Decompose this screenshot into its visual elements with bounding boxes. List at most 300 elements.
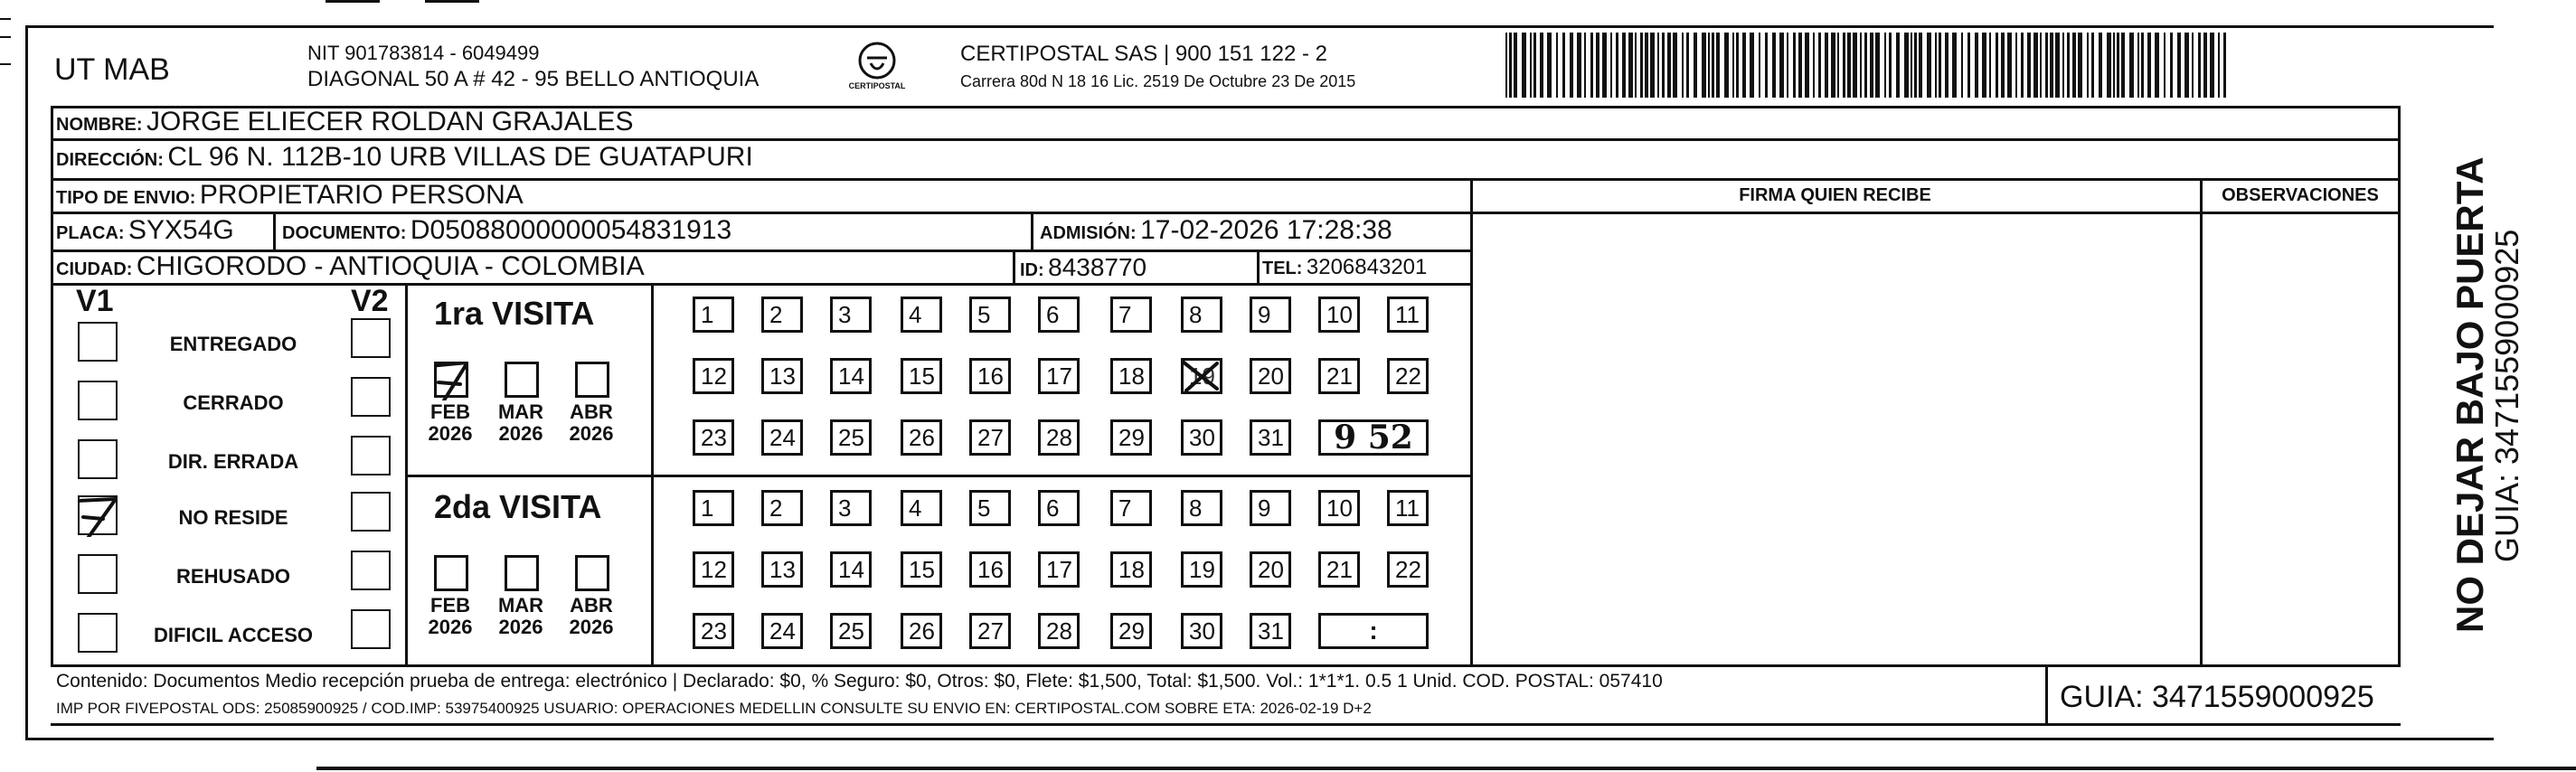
- barcode-bar: [2164, 33, 2166, 98]
- admision-field: [1040, 215, 1392, 246]
- side-notice: NO DEJAR BAJO PUERTA: [2449, 156, 2491, 633]
- bottom-border: [25, 738, 2494, 740]
- day-number: 6: [1046, 494, 1060, 522]
- placa-field: [56, 215, 234, 246]
- day-box[interactable]: [969, 551, 1011, 588]
- barcode-bar: [1818, 33, 1821, 98]
- barcode-bar: [1514, 33, 1517, 98]
- barcode-bar: [2141, 33, 2144, 98]
- day-number: 28: [1046, 424, 1072, 451]
- day-number: 11: [1395, 301, 1420, 328]
- guia-box-divider: [2045, 664, 2048, 726]
- day-number: 31: [1258, 424, 1284, 451]
- placa-value: SYX54G: [128, 215, 234, 245]
- day-number: 16: [977, 556, 1004, 583]
- certipostal-logo-icon: [856, 40, 898, 81]
- barcode-bar: [1686, 33, 1689, 98]
- day-box[interactable]: [1387, 297, 1429, 333]
- day-number: 1: [701, 301, 714, 328]
- barcode-bar: [2007, 33, 2012, 98]
- barcode-bar: [2040, 33, 2042, 98]
- barcode-bar: [1919, 33, 1922, 98]
- barcode-bar: [2087, 33, 2089, 98]
- barcode-bar: [1952, 33, 1957, 98]
- day-box[interactable]: [1250, 297, 1291, 333]
- tel-divider: [1257, 251, 1260, 285]
- barcode-bar: [2170, 33, 2173, 98]
- barcode-bar: [2184, 33, 2189, 98]
- barcode-bar: [1967, 33, 1970, 98]
- check-mark-icon: [437, 364, 471, 400]
- check-mark-icon: [80, 497, 119, 537]
- day-number: 6: [1046, 301, 1060, 328]
- day-number: 24: [769, 424, 796, 451]
- barcode-bar: [1556, 33, 1558, 98]
- visit-time-field[interactable]: 9 52: [1318, 419, 1429, 456]
- barcode-bar: [1798, 33, 1802, 98]
- month-label: MAR: [497, 400, 544, 423]
- day-box[interactable]: [830, 551, 872, 588]
- day-box[interactable]: [1110, 297, 1152, 333]
- status-option-label: DIFICIL ACCESO: [153, 624, 313, 646]
- barcode-bar: [1927, 33, 1931, 98]
- day-box[interactable]: [1110, 490, 1152, 526]
- barcode-bar: [1616, 33, 1618, 98]
- barcode-bar: [1805, 33, 1809, 98]
- obs-col-line: [2200, 178, 2203, 665]
- nombre-row: [56, 107, 633, 137]
- day-box[interactable]: [761, 419, 803, 456]
- direccion-value: CL 96 N. 112B-10 URB VILLAS DE GUATAPURI: [167, 142, 753, 172]
- day-box[interactable]: [1181, 490, 1222, 526]
- day-number: 13: [769, 362, 796, 390]
- day-number: 9: [1258, 301, 1271, 328]
- barcode-bar: [1657, 33, 1659, 98]
- edge-mark-2: [0, 36, 11, 38]
- day-box[interactable]: [1110, 419, 1152, 456]
- left-col-line: [51, 106, 53, 665]
- v2-checkbox[interactable]: [351, 492, 391, 532]
- barcode-bar: [1708, 33, 1710, 98]
- right-col-line: [2398, 106, 2401, 665]
- v2-checkbox[interactable]: [351, 609, 391, 649]
- day-box[interactable]: [1318, 358, 1360, 394]
- year-label: 2026: [498, 616, 543, 638]
- day-box[interactable]: [693, 551, 734, 588]
- barcode-bar: [2218, 33, 2220, 98]
- day-number: 12: [701, 362, 727, 390]
- day-number: 21: [1326, 362, 1353, 390]
- barcode-bar: [1939, 33, 1941, 98]
- barcode-bar: [2033, 33, 2038, 98]
- day-number: 27: [977, 424, 1004, 451]
- barcode-bar: [1622, 33, 1626, 98]
- barcode-bar: [2067, 33, 2070, 98]
- day-number: 8: [1189, 494, 1203, 522]
- barcode-bar: [1650, 33, 1655, 98]
- year-label: 2026: [569, 616, 614, 638]
- day-box[interactable]: [830, 297, 872, 333]
- tipo-value: PROPIETARIO PERSONA: [199, 180, 524, 210]
- day-box[interactable]: [1181, 551, 1222, 588]
- nombre-value: JORGE ELIECER ROLDAN GRAJALES: [146, 107, 634, 137]
- id-label: ID:: [1020, 260, 1044, 280]
- barcode-bar: [1875, 33, 1880, 98]
- day-box[interactable]: [1318, 490, 1360, 526]
- barcode-bar: [1682, 33, 1684, 98]
- month-checkbox[interactable]: [575, 555, 609, 591]
- barcode-bar: [1712, 33, 1714, 98]
- day-box[interactable]: [1387, 490, 1429, 526]
- day-box[interactable]: [1387, 358, 1429, 394]
- day-box[interactable]: [693, 297, 734, 333]
- barcode-bar: [1590, 33, 1593, 98]
- day-number: 14: [838, 556, 864, 583]
- day-number: 20: [1258, 362, 1284, 390]
- barcode: [1505, 33, 2229, 98]
- day-box[interactable]: [1110, 358, 1152, 394]
- ciudad-label: CIUDAD:: [56, 259, 133, 279]
- day-box[interactable]: [1038, 297, 1080, 333]
- admision-divider: [1031, 213, 1033, 251]
- month-checkbox[interactable]: [505, 362, 539, 398]
- certipostal-logo: [845, 40, 909, 103]
- barcode-bar: [1570, 33, 1573, 98]
- status-option-label: CERRADO: [183, 391, 284, 414]
- barcode-bar: [1584, 33, 1586, 98]
- month-checkbox[interactable]: [434, 555, 468, 591]
- barcode-bar: [1702, 33, 1706, 98]
- day-number: 8: [1189, 301, 1203, 328]
- day-box[interactable]: [1181, 297, 1222, 333]
- v2-checkbox[interactable]: [351, 436, 391, 475]
- barcode-bar: [1750, 33, 1754, 98]
- barcode-bar: [1884, 33, 1886, 98]
- barcode-bar: [2050, 33, 2053, 98]
- sender-address: DIAGONAL 50 A # 42 - 95 BELLO ANTIOQUIA: [307, 67, 760, 91]
- barcode-bar: [1509, 33, 1512, 98]
- month-checkbox[interactable]: [434, 362, 468, 398]
- day-box[interactable]: [761, 551, 803, 588]
- row-line-4: [51, 212, 2398, 214]
- day-box[interactable]: [693, 490, 734, 526]
- admision-label: ADMISIÓN:: [1040, 223, 1137, 243]
- day-number: 30: [1189, 617, 1215, 645]
- barcode-bar: [2072, 33, 2076, 98]
- firma-col-line: [1470, 178, 1473, 665]
- year-label: 2026: [498, 422, 543, 445]
- barcode-bar: [2078, 33, 2082, 98]
- barcode-bar: [1825, 33, 1828, 98]
- day-number: 19: [1189, 362, 1215, 390]
- day-number: 28: [1046, 617, 1072, 645]
- month-checkbox[interactable]: [575, 362, 609, 398]
- barcode-bar: [2021, 33, 2024, 98]
- day-number: 5: [977, 301, 991, 328]
- side-guia: GUIA: 3471559000925: [2488, 229, 2525, 562]
- id-field: [1020, 253, 1146, 282]
- month-label: ABR: [570, 594, 613, 617]
- month-checkbox[interactable]: [505, 555, 539, 591]
- day-box[interactable]: [969, 419, 1011, 456]
- day-number: 10: [1326, 301, 1353, 328]
- day-number: 23: [701, 617, 727, 645]
- day-box[interactable]: [761, 613, 803, 649]
- barcode-bar: [1914, 33, 1917, 98]
- day-box[interactable]: [901, 551, 942, 588]
- barcode-bar: [1996, 33, 1998, 98]
- day-box[interactable]: [1038, 613, 1080, 649]
- day-box[interactable]: [830, 358, 872, 394]
- day-box[interactable]: [1181, 358, 1222, 394]
- day-number: 15: [909, 362, 935, 390]
- v1-checkbox[interactable]: [78, 381, 118, 420]
- month-label: FEB: [430, 594, 470, 617]
- barcode-bar: [1732, 33, 1734, 98]
- barcode-bar: [1667, 33, 1671, 98]
- day-box[interactable]: [901, 358, 942, 394]
- barcode-bar: [2091, 33, 2094, 98]
- barcode-bar: [1945, 33, 1949, 98]
- barcode-bar: [2107, 33, 2111, 98]
- barcode-bar: [1896, 33, 1900, 98]
- barcode-bar: [1602, 33, 1607, 98]
- v2-checkbox[interactable]: [351, 318, 391, 358]
- barcode-bar: [2027, 33, 2031, 98]
- barcode-bar: [1853, 33, 1857, 98]
- barcode-bar: [1837, 33, 1839, 98]
- barcode-bar: [1864, 33, 1867, 98]
- barcode-bar: [1547, 33, 1552, 98]
- day-box[interactable]: [969, 613, 1011, 649]
- barcode-bar: [2155, 33, 2159, 98]
- day-box[interactable]: [969, 297, 1011, 333]
- day-box[interactable]: [1250, 551, 1291, 588]
- day-box[interactable]: [1318, 551, 1360, 588]
- day-box[interactable]: [830, 613, 872, 649]
- day-box[interactable]: [1250, 490, 1291, 526]
- day-number: 26: [909, 424, 935, 451]
- documento-value: D05088000000054831913: [410, 215, 732, 245]
- barcode-bar: [1635, 33, 1637, 98]
- footer-guia: GUIA: 3471559000925: [2060, 680, 2374, 714]
- edge-mark-1: [0, 18, 11, 20]
- month-label: ABR: [570, 400, 613, 423]
- year-label: 2026: [428, 422, 473, 445]
- barcode-bar: [1843, 33, 1845, 98]
- barcode-bar: [2113, 33, 2115, 98]
- barcode-bar: [1522, 33, 1526, 98]
- day-number: 21: [1326, 556, 1353, 583]
- barcode-bar: [1911, 33, 1912, 98]
- barcode-bar: [1787, 33, 1788, 98]
- barcode-bar: [1736, 33, 1739, 98]
- day-number: 2: [769, 494, 783, 522]
- footer-imp: IMP POR FIVEPOSTAL ODS: 25085900925 / COD.IMP: 53975400925 USUARIO: OPERACIONES MEDELLIN CONSULTE SU ENVIO EN: CERTIPOSTAL.COM SOBRE ETA: 2026-02-19 D+2: [56, 700, 1372, 717]
- day-box[interactable]: [969, 358, 1011, 394]
- year-label: 2026: [569, 422, 614, 445]
- barcode-bar: [2062, 33, 2064, 98]
- day-box[interactable]: [761, 297, 803, 333]
- barcode-bar: [1530, 33, 1532, 98]
- day-box[interactable]: [761, 358, 803, 394]
- month-label: MAR: [497, 594, 544, 617]
- barcode-bar: [1813, 33, 1815, 98]
- barcode-bar: [1645, 33, 1648, 98]
- barcode-bar: [2045, 33, 2048, 98]
- ciudad-field: [56, 251, 645, 282]
- day-number: 22: [1395, 362, 1421, 390]
- footer-top-line: [51, 664, 2401, 667]
- sender-name: UT MAB: [54, 52, 170, 87]
- day-number: 27: [977, 617, 1004, 645]
- v1-checkbox[interactable]: [78, 495, 118, 535]
- barcode-bar: [2001, 33, 2005, 98]
- day-number: 5: [977, 494, 991, 522]
- v2-checkbox[interactable]: [351, 551, 391, 590]
- day-box[interactable]: [901, 490, 942, 526]
- day-box[interactable]: [1038, 551, 1080, 588]
- barcode-bar: [2015, 33, 2017, 98]
- barcode-bar: [2198, 33, 2201, 98]
- id-value: 8438770: [1048, 253, 1147, 281]
- day-box[interactable]: [901, 297, 942, 333]
- v1-checkbox[interactable]: [78, 439, 118, 479]
- day-box[interactable]: [1387, 551, 1429, 588]
- day-mark-icon: [1181, 358, 1222, 394]
- barcode-bar: [2121, 33, 2125, 98]
- barcode-bar: [1596, 33, 1599, 98]
- tel-field: [1262, 255, 1427, 280]
- visit-split-line: [405, 475, 1470, 477]
- day-number: 9: [1258, 494, 1271, 522]
- status-option-label: DIR. ERRADA: [167, 450, 299, 473]
- day-box[interactable]: [761, 490, 803, 526]
- day-number: 26: [909, 617, 935, 645]
- day-box[interactable]: [693, 419, 734, 456]
- v1-checkbox[interactable]: [78, 322, 118, 362]
- sender-nit: NIT 901783814 - 6049499: [307, 42, 540, 64]
- barcode-bar: [2192, 33, 2194, 98]
- day-box[interactable]: [1250, 613, 1291, 649]
- day-number: 12: [701, 556, 727, 583]
- barcode-bar: [1889, 33, 1892, 98]
- day-number: 29: [1118, 617, 1145, 645]
- v2-label: V2: [351, 284, 389, 318]
- day-box[interactable]: [693, 358, 734, 394]
- v1-checkbox[interactable]: [78, 613, 118, 653]
- day-box[interactable]: [830, 490, 872, 526]
- year-label: 2026: [428, 616, 473, 638]
- barcode-bar: [1673, 33, 1677, 98]
- barcode-bar: [1628, 33, 1633, 98]
- page-bottom-rule: [316, 767, 2576, 770]
- day-box[interactable]: [1110, 551, 1152, 588]
- barcode-bar: [1860, 33, 1862, 98]
- day-box[interactable]: [1038, 419, 1080, 456]
- day-number: 17: [1046, 556, 1072, 583]
- day-number: 22: [1395, 556, 1421, 583]
- tipo-row: [56, 180, 524, 211]
- top-dash-2: [425, 0, 479, 3]
- documento-label: DOCUMENTO:: [282, 223, 407, 243]
- tipo-label: TIPO DE ENVIO:: [56, 188, 196, 208]
- direccion-row: [56, 142, 753, 173]
- day-number: 24: [769, 617, 796, 645]
- day-box[interactable]: [1038, 490, 1080, 526]
- day-number: 14: [838, 362, 864, 390]
- day-number: 4: [909, 494, 922, 522]
- day-number: 7: [1118, 301, 1132, 328]
- day-box[interactable]: [1110, 613, 1152, 649]
- id-divider: [1013, 251, 1015, 285]
- company-address: Carrera 80d N 18 16 Lic. 2519 De Octubre 23 De 2015: [960, 72, 1356, 90]
- day-box[interactable]: [1181, 419, 1222, 456]
- barcode-bar: [1640, 33, 1643, 98]
- day-number: 15: [909, 556, 935, 583]
- tel-label: TEL:: [1262, 259, 1303, 278]
- barcode-bar: [1765, 33, 1768, 98]
- day-box[interactable]: [1318, 297, 1360, 333]
- day-number: 16: [977, 362, 1004, 390]
- day-box[interactable]: [1038, 358, 1080, 394]
- tel-value: 3206843201: [1306, 255, 1428, 279]
- barcode-bar: [1716, 33, 1720, 98]
- barcode-bar: [2129, 33, 2134, 98]
- logo-text: CERTIPOSTAL: [848, 81, 906, 90]
- day-box[interactable]: [693, 613, 734, 649]
- barcode-bar: [2210, 33, 2214, 98]
- day-box[interactable]: [1250, 358, 1291, 394]
- barcode-bar: [2177, 33, 2181, 98]
- visit-title: 1ra VISITA: [434, 295, 595, 332]
- day-box[interactable]: [1250, 419, 1291, 456]
- day-box[interactable]: [969, 490, 1011, 526]
- visit-title: 2da VISITA: [434, 488, 602, 525]
- barcode-bar: [1610, 33, 1612, 98]
- day-number: 30: [1189, 424, 1215, 451]
- v2-checkbox[interactable]: [351, 377, 391, 417]
- day-number: 17: [1046, 362, 1072, 390]
- barcode-bar: [1662, 33, 1665, 98]
- barcode-bar: [1505, 33, 1507, 98]
- day-number: 25: [838, 617, 864, 645]
- barcode-bar: [1935, 33, 1937, 98]
- ciudad-value: CHIGORODO - ANTIOQUIA - COLOMBIA: [136, 251, 645, 281]
- barcode-bar: [1779, 33, 1784, 98]
- barcode-bar: [2117, 33, 2119, 98]
- barcode-bar: [1870, 33, 1873, 98]
- day-box[interactable]: [830, 419, 872, 456]
- barcode-bar: [1982, 33, 1986, 98]
- barcode-bar: [1847, 33, 1851, 98]
- barcode-bar: [1724, 33, 1729, 98]
- status-option-label: REHUSADO: [176, 565, 290, 588]
- barcode-bar: [1961, 33, 1963, 98]
- barcode-bar: [2099, 33, 2102, 98]
- barcode-bar: [2223, 33, 2226, 98]
- day-box[interactable]: [901, 419, 942, 456]
- day-box[interactable]: [1181, 613, 1222, 649]
- v1-checkbox[interactable]: [78, 554, 118, 594]
- barcode-bar: [1975, 33, 1978, 98]
- day-box[interactable]: [901, 613, 942, 649]
- barcode-bar: [1904, 33, 1909, 98]
- barcode-bar: [1540, 33, 1543, 98]
- left-border: [25, 25, 28, 739]
- edge-mark-3: [0, 63, 11, 65]
- visit-time-field[interactable]: :: [1318, 613, 1429, 649]
